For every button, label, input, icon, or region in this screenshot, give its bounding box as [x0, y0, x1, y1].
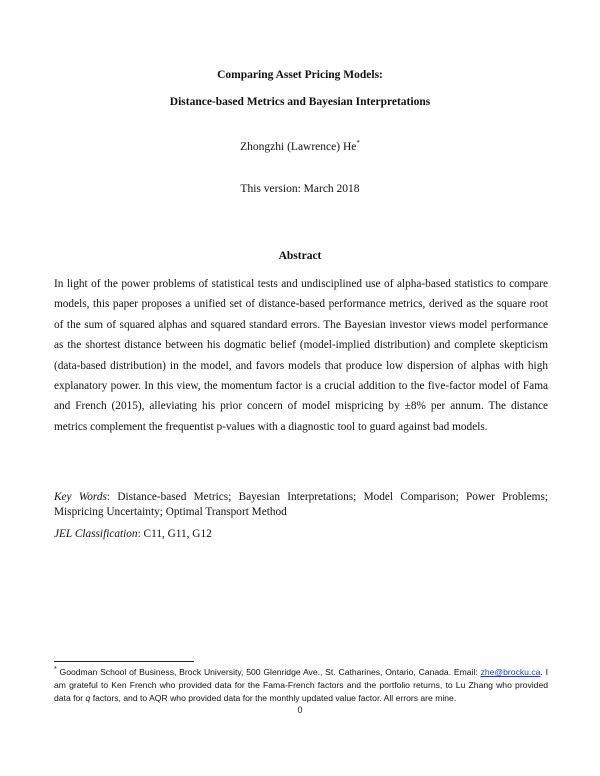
footnote-divider	[54, 661, 194, 662]
abstract-heading: Abstract	[278, 250, 322, 262]
footnote-marker: *	[54, 666, 57, 674]
version-date: This version: March 2018	[240, 183, 360, 195]
footnote-ack-q: q	[85, 693, 91, 704]
footnote-email-end: .	[540, 667, 543, 677]
key-words-text: : Distance-based Metrics; Bayesian Interpretations; Model Comparison; Power Problems; Mispricing Uncertainty; Optimal Transport Method	[54, 491, 548, 518]
paper-title-line-2: Distance-based Metrics and Bayesian Interpretations	[169, 96, 431, 108]
author-line	[0, 140, 600, 154]
key-words-label: Key Words	[54, 491, 107, 503]
paper-title-line-1: Comparing Asset Pricing Models:	[217, 69, 383, 81]
abstract-text: In light of the power problems of statistical tests and undisciplined use of alpha-based statistics to compare models, this paper proposes a unified set of distance-based performance metrics, derived as the square root of the sum of squared alphas and squared standard errors. The Bayesian investor views model performance as the shortest distance between his dogmatic belief (model-implied distribution) and complete skepticism (data-based distribution) in the model, and favors models that produce low dispersion of alphas with high explanatory power. In this view, the momentum factor is a crucial addition to the five-factor model of Fama and French (2015), alleviating his prior concern of model mispricing by ±8% per annum. The distance metrics complement the frequentist p-values with a diagnostic tool to guard against bad models.	[54, 278, 548, 433]
email-link[interactable]: zhe@brocku.ca	[480, 667, 541, 677]
footnote-ack-part-1: I am grateful to Ken French who provided data for the Fama-French factors and the portfolio returns, to Lu Zhang who provided data for	[54, 667, 549, 704]
jel-classification	[54, 527, 548, 542]
jel-codes: : C11, G11, G12	[137, 528, 212, 540]
footnote-ack-part-2: factors, and to AQR who provided data for the monthly updated value factor. All errors are mine.	[90, 693, 457, 704]
jel-label: JEL Classification	[54, 528, 138, 540]
key-words	[54, 490, 548, 520]
author-footnote-marker[interactable]: *	[356, 139, 360, 148]
author-name: Zhongzhi (Lawrence) He	[240, 141, 357, 153]
footnote	[54, 666, 548, 706]
page-number: 0	[297, 705, 303, 715]
footnote-affiliation: Goodman School of Business, Brock University, 500 Glenridge Ave., St. Catharines, Ontario, Canada. Email:	[56, 667, 481, 677]
